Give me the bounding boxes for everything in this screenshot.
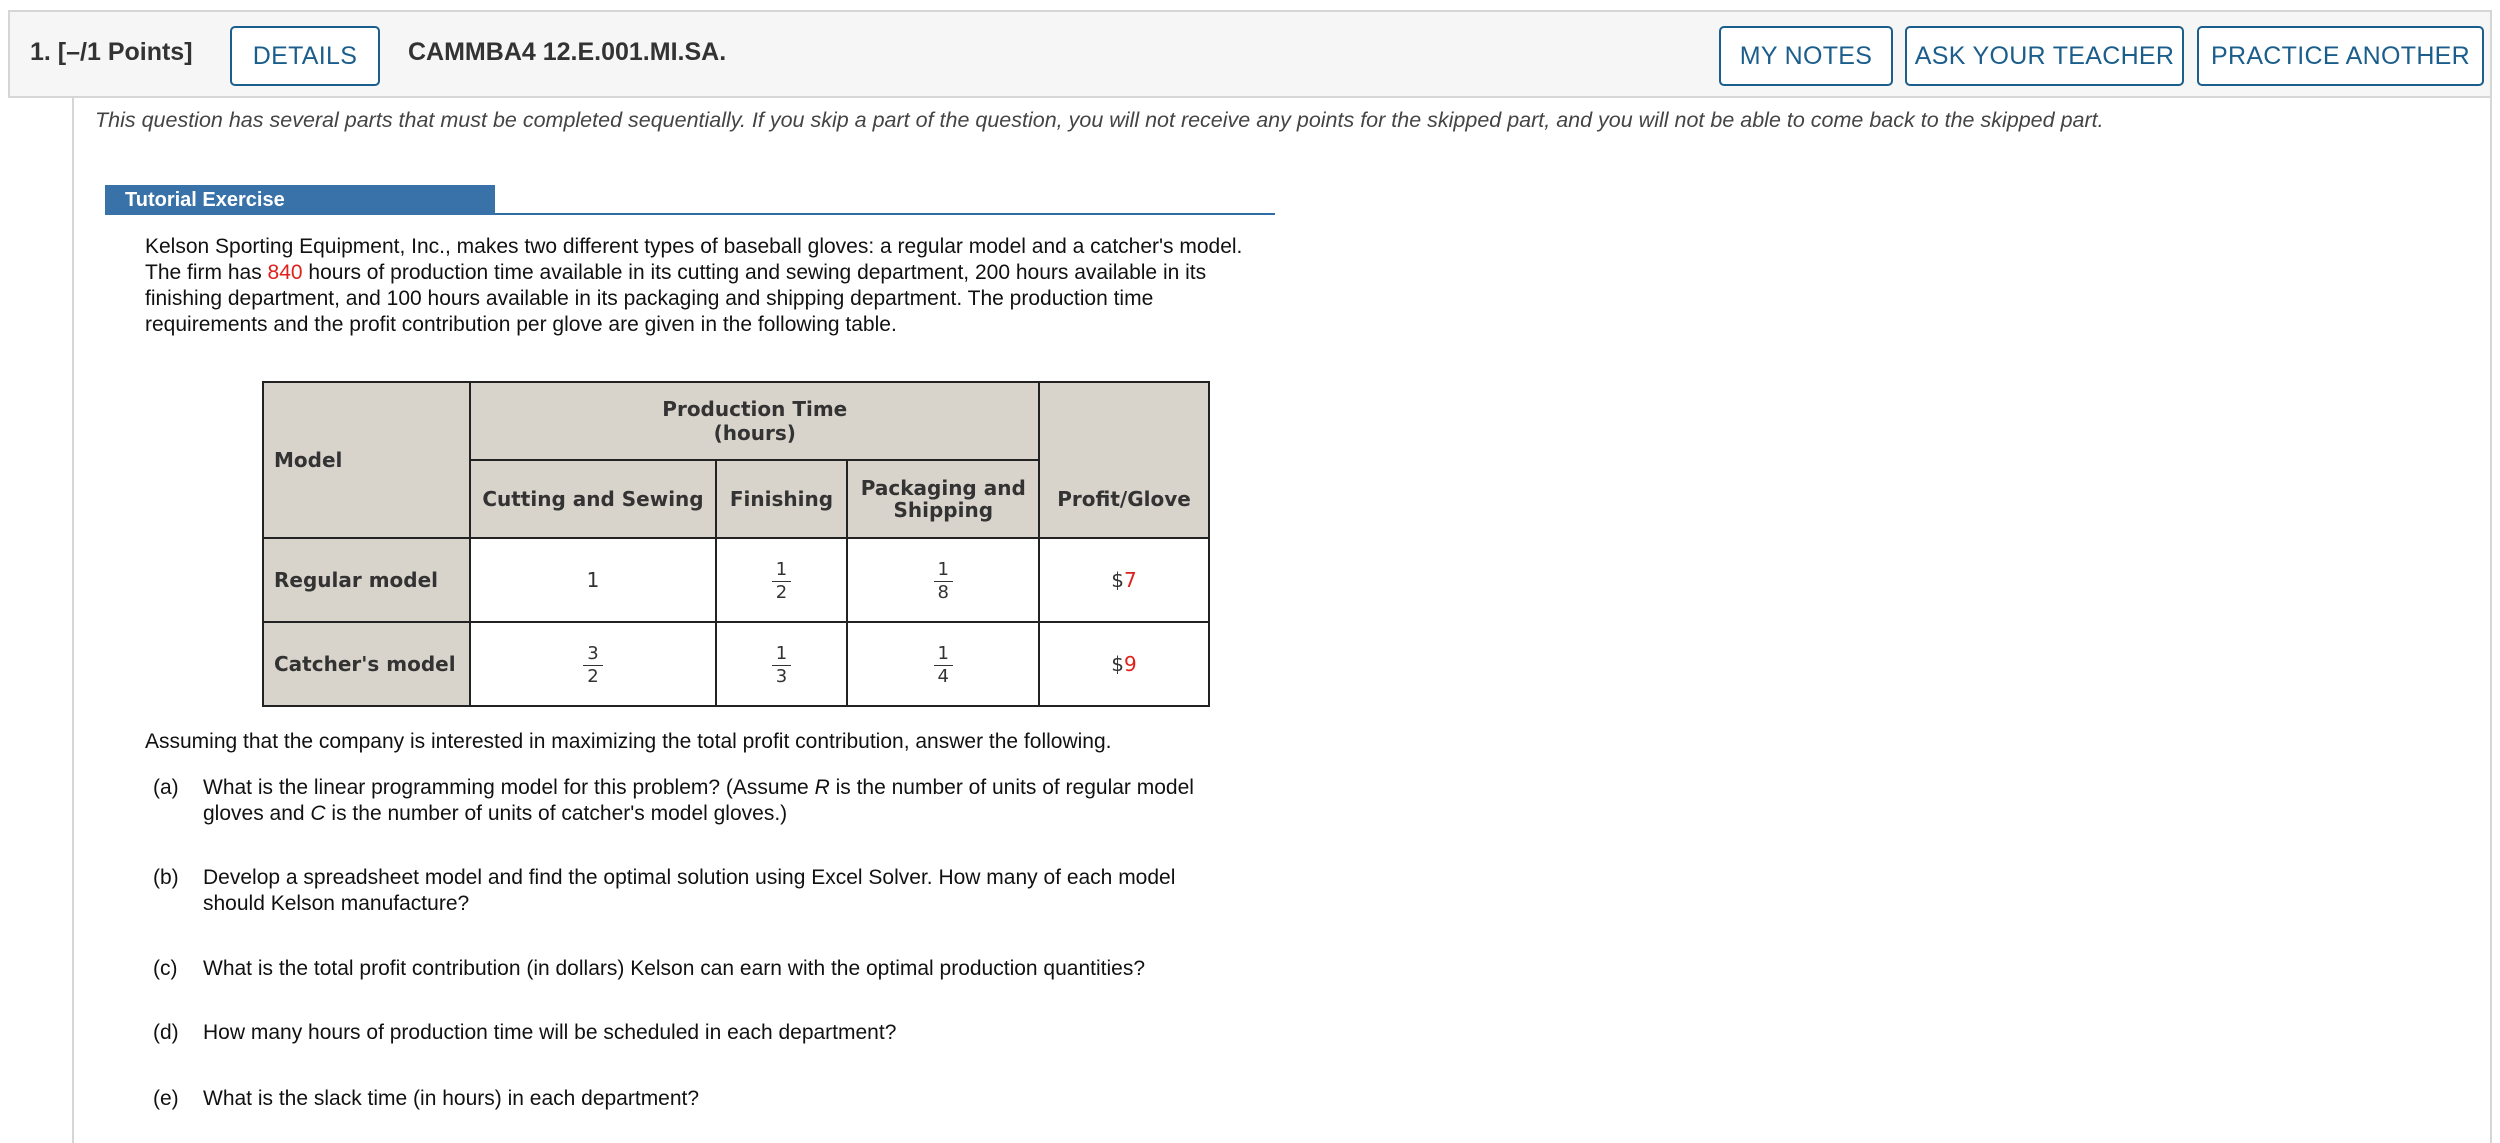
col-cutting-sewing: Cutting and Sewing [470, 460, 715, 538]
question-header [8, 10, 2492, 98]
model-header: Model [263, 382, 470, 538]
question-code: CAMMBA4 12.E.001.MI.SA. [408, 38, 727, 66]
table-row [263, 622, 1209, 706]
production-time-table [262, 381, 1210, 707]
col-profit-glove: Profit/Glove [1039, 460, 1209, 538]
catcher-cutting: $\frac{3}{2}$ [470, 622, 715, 706]
assumption-text: Assuming that the company is interested in maximizing the total profit contribution, answer the following. [145, 730, 1112, 753]
tutorial-exercise-tab: Tutorial Exercise [105, 185, 495, 215]
profit-header-spacer [1039, 382, 1209, 460]
practice-another-button[interactable]: PRACTICE ANOTHER [2197, 26, 2484, 86]
catcher-packaging: $\frac{1}{4}$ [847, 622, 1039, 706]
cutting-hours-value: 840 [267, 261, 303, 284]
regular-cutting: 1 [470, 538, 715, 622]
regular-packaging: $\frac{1}{8}$ [847, 538, 1039, 622]
regular-profit: $7 [1039, 538, 1209, 622]
tutorial-exercise-bar [105, 185, 1275, 215]
sequential-parts-note: This question has several parts that must be completed sequentially. If you skip a part of the question, you will not receive any points for the skipped part, and you will not be able to come back to the skipped part. [95, 108, 2104, 132]
my-notes-button[interactable]: MY NOTES [1719, 26, 1893, 86]
catcher-finishing: $\frac{1}{3}$ [716, 622, 848, 706]
row-catchers-model: Catcher's model [263, 622, 470, 706]
question-number: 1. [–/1 Points] [30, 38, 193, 66]
problem-statement: Kelson Sporting Equipment, Inc., makes two different types of baseball gloves: a regular model and a catcher's model. The firm has 840 hours of production time available in its cutting and sewing department, 200 hours available in its finishing department, and 100 hours available in its packaging and shipping department. The production time requirements and the profit contribution per glove are given in the following table. [145, 235, 1243, 336]
catcher-profit: $9 [1039, 622, 1209, 706]
details-button[interactable]: DETAILS [230, 26, 380, 86]
col-packaging-shipping: Packaging and Shipping [847, 460, 1039, 538]
table-row [263, 538, 1209, 622]
regular-finishing: $\frac{1}{2}$ [716, 538, 848, 622]
row-regular-model: Regular model [263, 538, 470, 622]
col-finishing: Finishing [716, 460, 848, 538]
ask-your-teacher-button[interactable]: ASK YOUR TEACHER [1905, 26, 2184, 86]
production-time-header: Production Time (hours) [470, 382, 1039, 460]
